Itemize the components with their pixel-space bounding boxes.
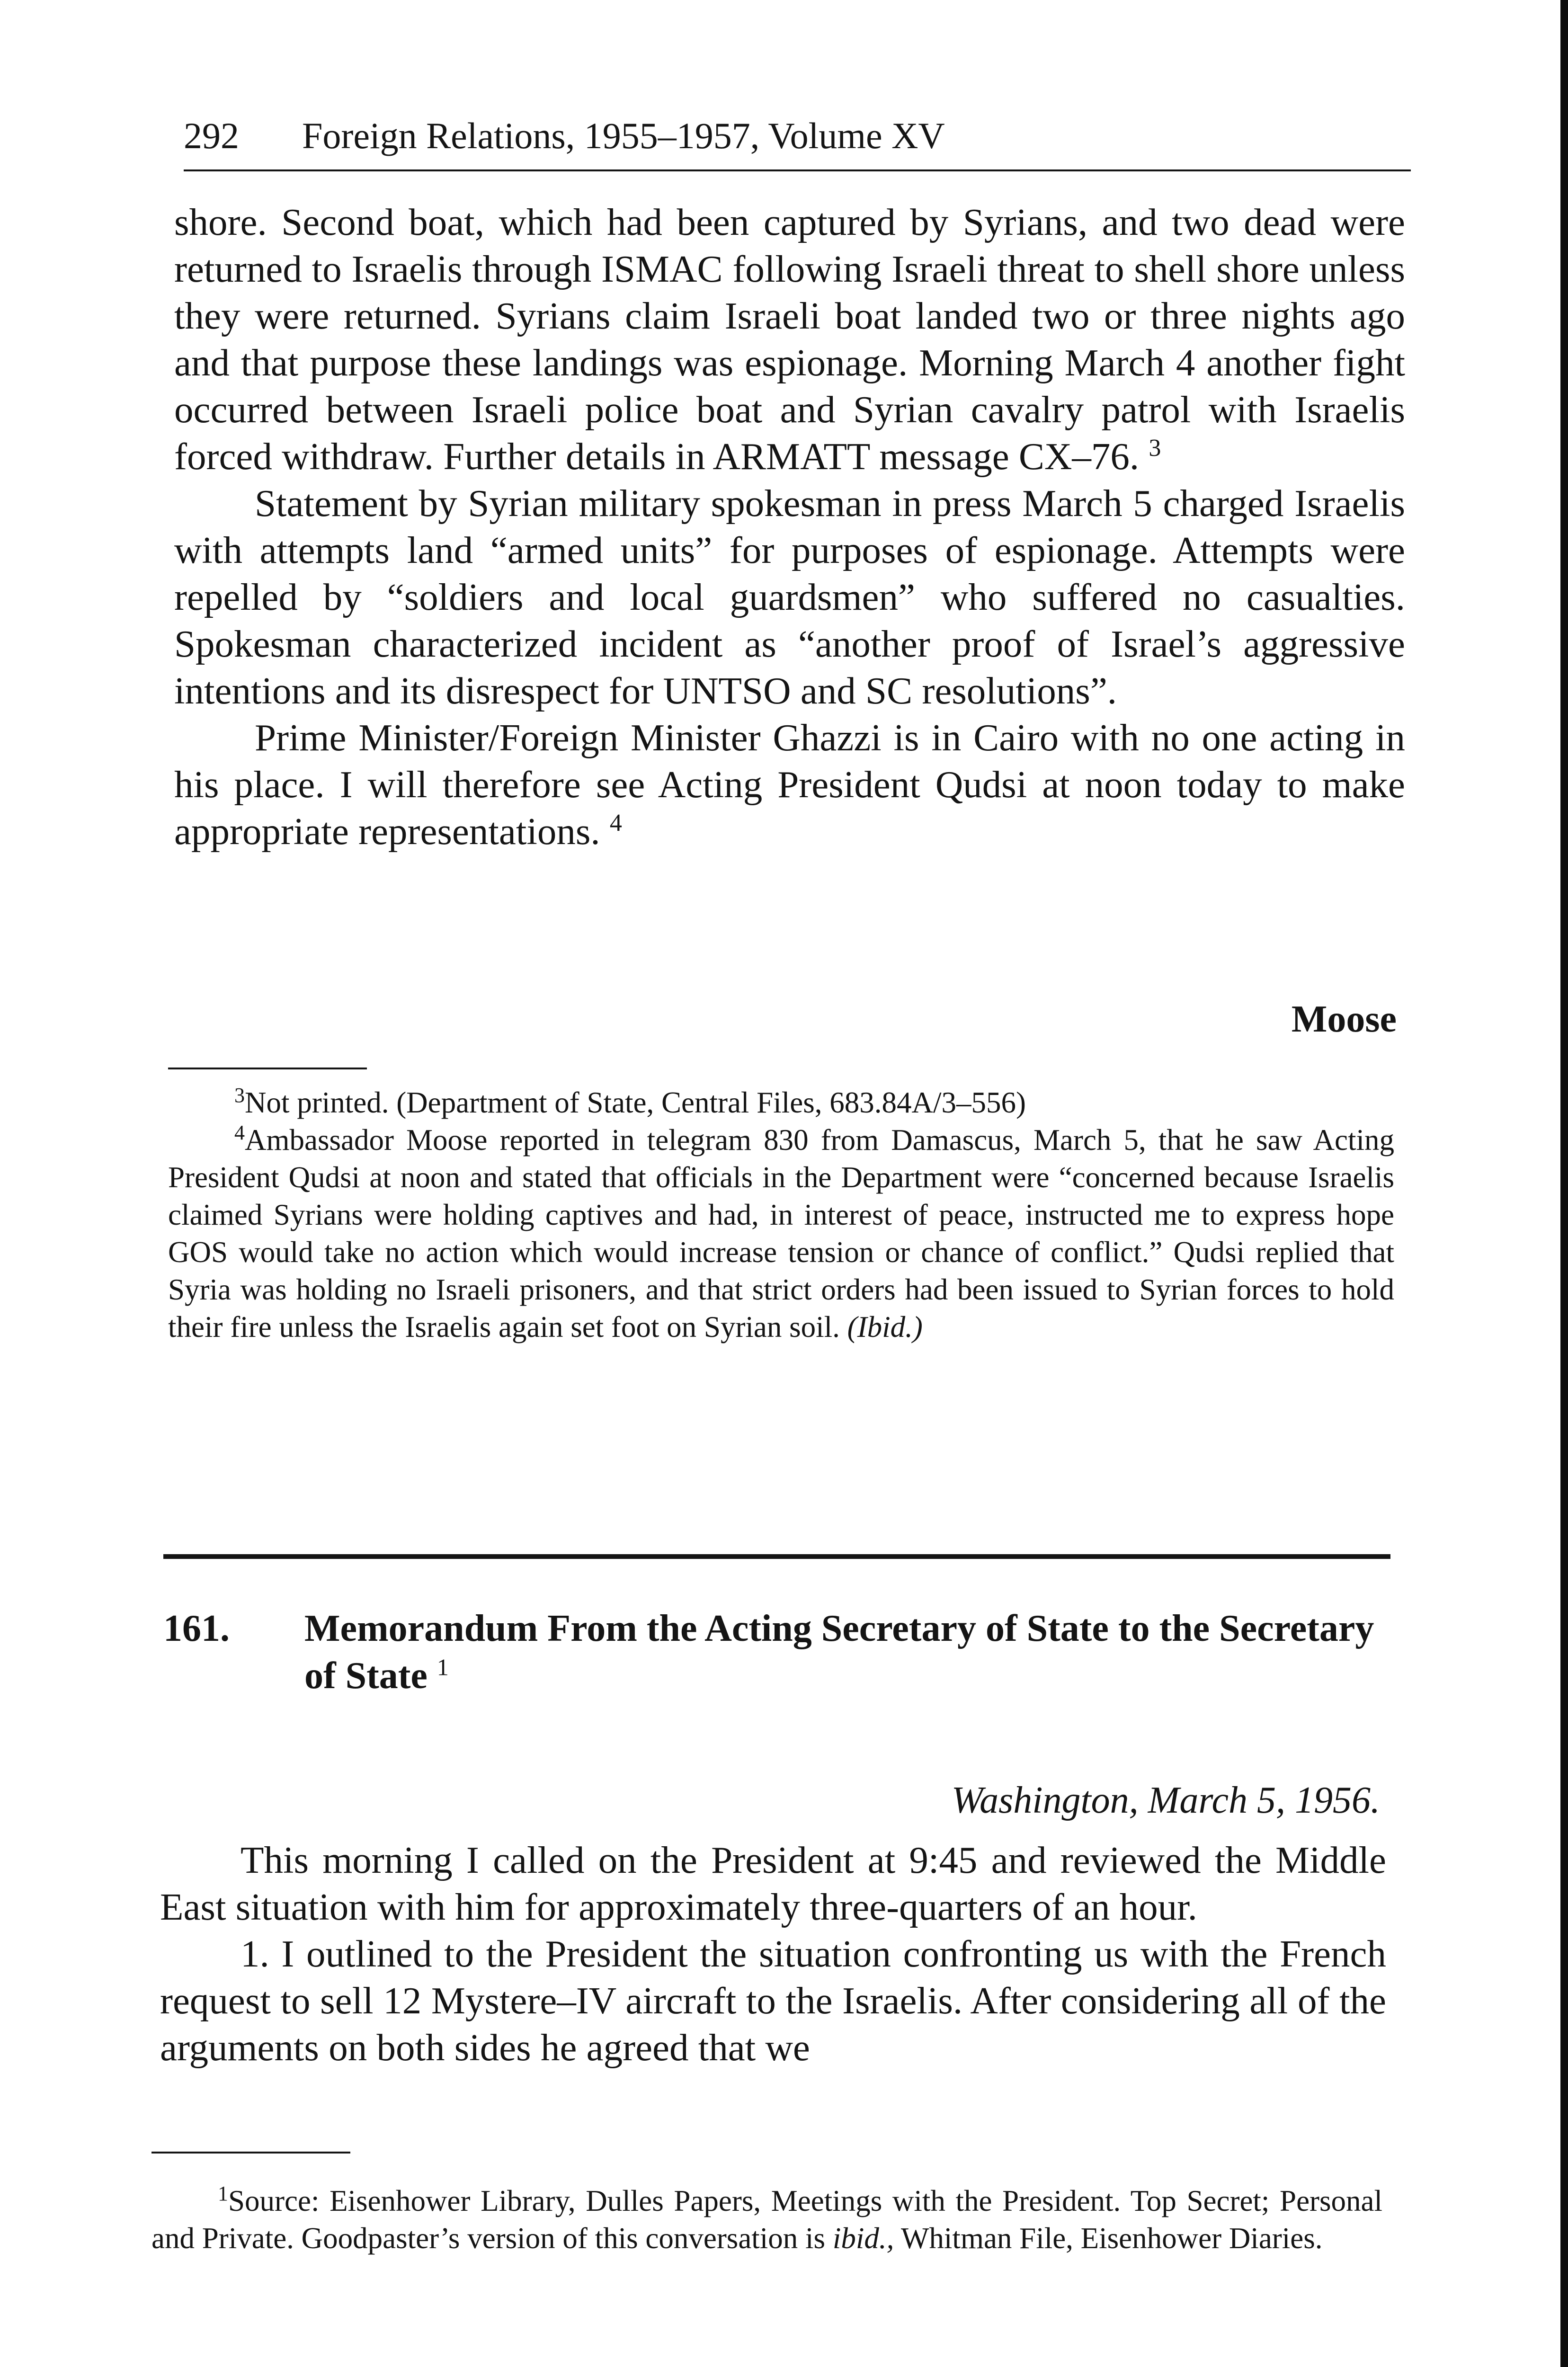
footnotes — [151, 2182, 1382, 2257]
document-heading — [163, 1605, 1404, 1700]
section-divider — [163, 1554, 1390, 1559]
prior-document-body — [174, 199, 1405, 855]
paragraph: shore. Second boat, which had been captured by Syrians, and two dead were returned to Israelis through ISMAC following Israeli threat to shell shore unless they were returned. Syrians claim Israeli boat landed two or three nights ago and that purpose these landings was espionage. Morning March 4 another fight occurred between Israeli police boat and Syrian cavalry patrol with Israelis forced withdraw. Further details in ARMATT message CX–76. $^3$ — [174, 201, 1405, 478]
paragraph: 1. I outlined to the President the situation confronting us with the French request to sell 12 Mystere–IV aircraft to the Israelis. After considering all of the arguments on both sides he agreed that we — [160, 1932, 1386, 2069]
footnote: $^1$Source: Eisenhower Library, Dulles Papers, Meetings with the President. Top Secret; Personal and Private. Goodpaster’s version of this conversation is ibid., Whitman File, Eisenhower Diaries. — [151, 2182, 1382, 2255]
footnote-rule — [168, 1068, 367, 1069]
document-body — [160, 1837, 1386, 2071]
footnote-ref: 1 — [437, 1654, 449, 1681]
footnote: $^4$Ambassador Moose reported in telegram 830 from Damascus, March 5, that he saw Acting President Qudsi at noon and stated that officials in the Department were “concerned because Israelis claimed Syrians were holding captives and had, in interest of peace, instructed me to express hope GOS would take no action which would increase tension or chance of conflict.” Qudsi replied that Syria was holding no Israeli prisoners, and that strict orders had been issued to Syrian forces to hold their fire unless the Israelis again set foot on Syrian soil. (Ibid.) — [168, 1121, 1394, 1344]
paragraph: This morning I called on the President at 9:45 and reviewed the Middle East situation with him for approximately three-quarters of an hour. — [160, 1839, 1386, 1928]
page-edge-shadow — [1560, 0, 1568, 2367]
footnote-rule — [151, 2152, 350, 2153]
footnote-ref: 4 — [609, 810, 622, 836]
footnote-ref: 3 — [1149, 435, 1161, 462]
signature: Moose — [1291, 998, 1397, 1040]
document-title: Memorandum From the Acting Secretary of State to the Secretary of State $^1$ — [304, 1608, 1374, 1697]
dateline: Washington, March 5, 1956. — [951, 1780, 1380, 1821]
page-number: 292 — [184, 115, 239, 156]
footnotes — [168, 1084, 1394, 1346]
header-rule — [184, 169, 1411, 171]
running-head — [184, 117, 1410, 154]
running-title: Foreign Relations, 1955–1957, Volume XV — [302, 115, 945, 156]
document-number: 161. — [163, 1608, 230, 1649]
paragraph: Statement by Syrian military spokesman in press March 5 charged Israelis with attempts land “armed units” for purposes of espionage. Attempts were repelled by “soldiers and local guardsmen” who suffered no casualties. Spokesman characterized incident as “another proof of Israel’s aggressive intentions and its disrespect for UNTSO and SC resolutions”. — [174, 482, 1405, 712]
paragraph: Prime Minister/Foreign Minister Ghazzi is in Cairo with no one acting in his place. I will therefore see Acting President Qudsi at noon today to make appropriate representations. $^4$ — [174, 716, 1405, 853]
footnote: $^3$Not printed. (Department of State, Central Files, 683.84A/3–556) — [234, 1084, 1026, 1119]
